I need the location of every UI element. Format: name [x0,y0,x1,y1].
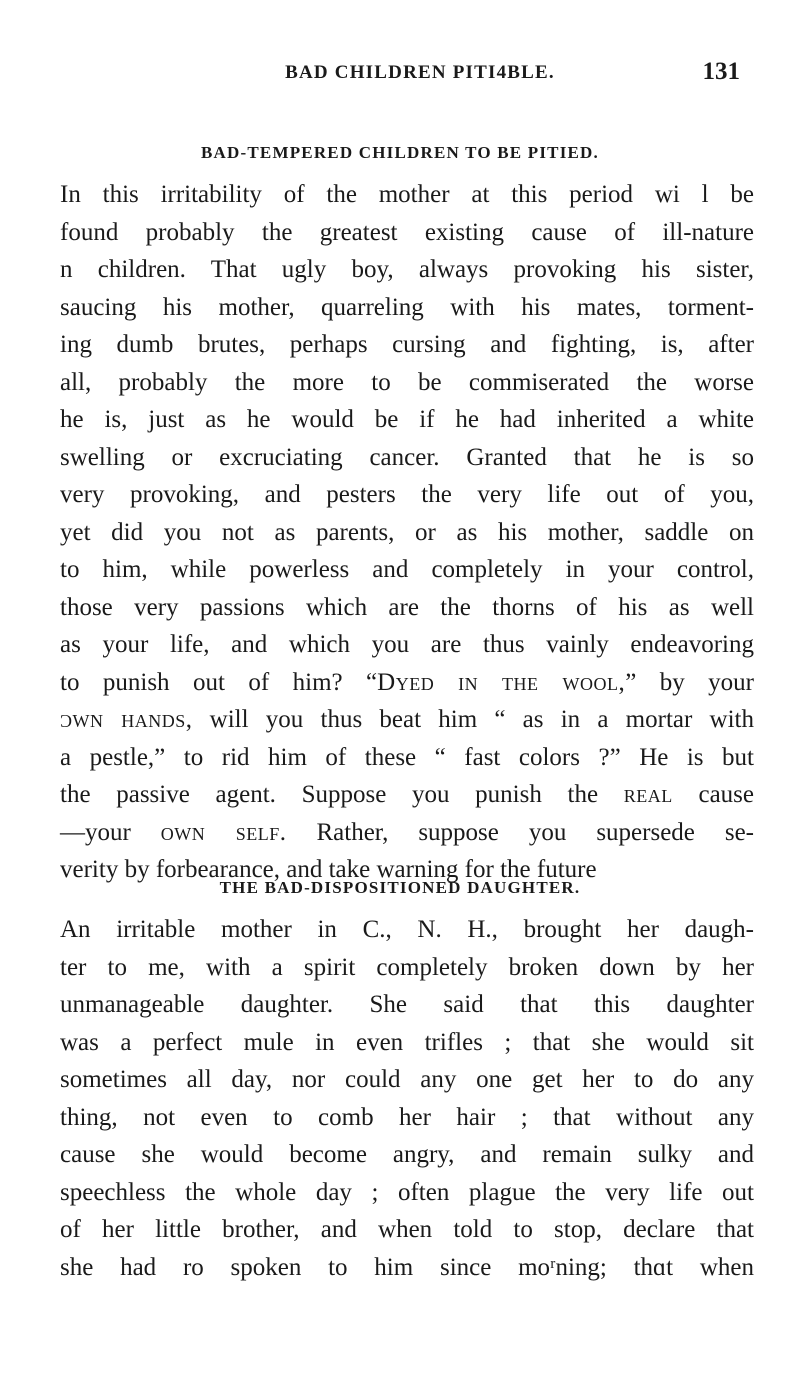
text-run: cause [672,781,754,808]
text-line: she had ro spoken to him since moʳning; thɑt when [60,1253,754,1281]
text-line: swelling or excruciating cancer. Granted that he is so [60,443,754,471]
text-line [60,776,754,814]
text-line: ter to me, with a spirit completely broken down by her [60,953,754,981]
text-run: to punish out of him? “ [60,668,378,696]
text-line [60,664,754,702]
text-line: An irritable mother in C., N. H., brought her daugh- [60,916,754,943]
text-line: unmanageable daughter. She said that this daughter [60,991,754,1018]
text-line: of her little brother, and when told to stop, declare that [60,1216,754,1243]
text-line: In this irritability of the mother at this period wi l be [60,181,754,208]
text-line: was a perfect mule in even trifles ; that she would sit [60,1028,754,1056]
text-line: found probably the greatest existing cause of ill-nature [60,218,754,246]
text-run: the passive agent. Suppose you punish the [60,781,624,808]
text-line: speechless the whole day ; often plague the very life out [60,1178,754,1206]
page-number: 131 [702,58,740,85]
small-caps-text: real [623,781,673,808]
text-line: thing, not even to comb her hair ; that without any [60,1103,754,1131]
section-bad-dispositioned-text [60,911,754,1286]
text-line: to him, while powerless and completely in your control, [60,556,754,583]
text-line: very provoking, and pesters the very life out of you, [60,481,754,508]
text-line: saucing his mother, quarreling with his mates, torment- [60,293,754,321]
text-run: Rather, suppose you supersede se- [286,818,755,846]
section-bad-tempered-text [60,176,754,889]
text-line: he is, just as he would be if he had inherited a white [60,406,754,433]
text-line: sometimes all day, nor could any one get her to do any [60,1066,754,1093]
text-line [60,701,754,739]
text-line: all, probably the more to be commiserated the worse [60,368,754,396]
text-line: yet did you not as parents, or as his mother, saddle on [60,518,754,546]
section-heading-bad-tempered: BAD-TEMPERED CHILDREN TO BE PITIED. [201,143,599,162]
running-head [60,58,740,92]
text-line: a pestle,” to rid him of these “ fast colors ?” He is but [60,743,754,771]
text-line: n children. That ugly boy, always provoking his sister, [60,256,754,283]
text-line: those very passions which are the thorns of his as well [60,593,754,621]
text-line: cause she would become angry, and remain sulky and [60,1141,754,1168]
text-line [60,814,754,852]
text-run: —your [60,818,161,846]
small-caps-text: ɔwn hands, [60,706,193,733]
text-line: verity by forbearance, and take warning for the future [60,856,597,883]
section-heading-bad-dispositioned: THE BAD-DISPOSITIONED DAUGHTER. [219,878,581,897]
text-run: will you thus beat him “ as in a mortar with [192,706,754,733]
text-run: ” by your [625,668,754,696]
text-line: as your life, and which you are thus vainly endeavoring [60,631,754,658]
small-caps-text: own self. [160,818,287,846]
running-title: BAD CHILDREN PITI4BLE. [285,62,555,83]
small-caps-text: Dyed in the wool, [377,668,626,696]
text-line: ing dumb brutes, perhaps cursing and fighting, is, after [60,331,754,358]
